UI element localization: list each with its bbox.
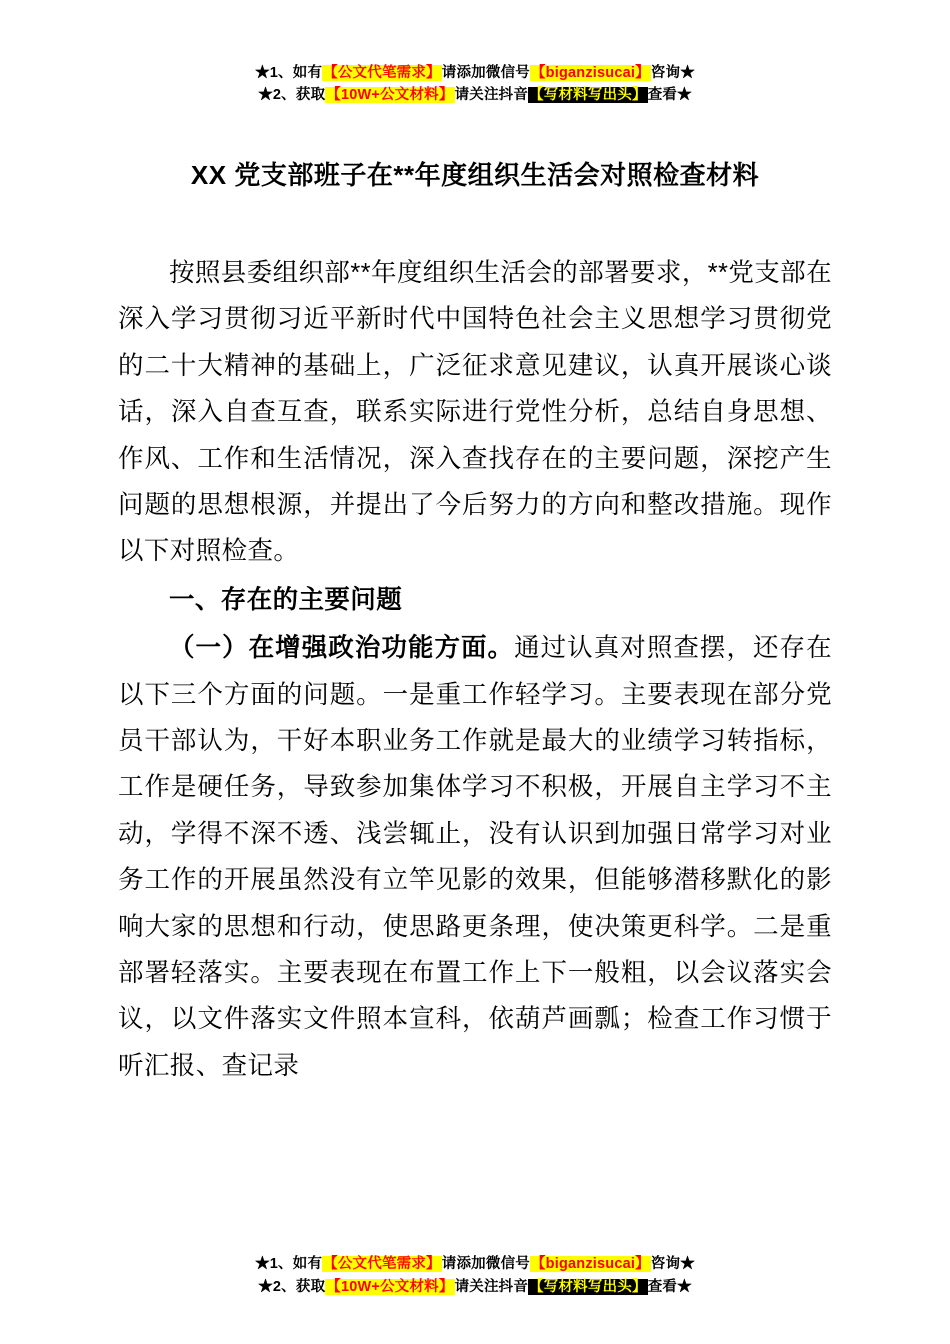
promo-text: 请关注抖音 (454, 87, 529, 104)
promo-banner-bottom (0, 1253, 950, 1298)
subsection-heading-label: （一）在增强政治功能方面。 (169, 634, 515, 663)
promo-highlight-dark: 【写材料写出头】 (529, 87, 647, 104)
promo-highlight: 【biganzisucai】 (530, 65, 650, 81)
promo-banner-top (118, 0, 832, 107)
promo-highlight: 【10W+公文材料】 (326, 87, 454, 104)
promo-text: 请添加微信号 (441, 65, 530, 81)
page-title: XX 党支部班子在**年度组织生活会对照检查材料 (190, 159, 760, 190)
promo-top-line-1 (118, 62, 832, 84)
promo-text: ★2、获取 (258, 1278, 326, 1295)
promo-highlight: 【biganzisucai】 (530, 1256, 650, 1273)
promo-top-line-2 (118, 84, 832, 106)
paragraph-subsection-1 (118, 625, 832, 1089)
promo-text: 查看★ (647, 87, 692, 104)
promo-text: 咨询★ (650, 65, 695, 81)
section-heading (118, 577, 832, 623)
subsection-body-text: 通过认真对照查摆，还存在以下三个方面的问题。一是重工作轻学习。主要表现在部分党员干部认为，干好本职业务工作就是最大的业绩学习转指标，工作是硬任务，导致参加集体学习不积极，开展自主学习不主动，学得不深不透、浅尝辄止，没有认识到加强日常学习对业务工作的开展虽然没有立竿见影的效果，但能够潜移默化的影响大家的思想和行动，使思路更条理，使决策更科学。二是重部署轻落实。主要表现在布置工作上下一般粗，以会议落实会议，以文件落实文件照本宣科，依葫芦画瓢；检查工作习惯于听汇报、查记录 (118, 634, 832, 1080)
promo-text: 请添加微信号 (441, 1256, 530, 1273)
promo-text: ★1、如有 (255, 1256, 323, 1273)
promo-text: 查看★ (647, 1278, 692, 1295)
paragraph-intro: 按照县委组织部**年度组织生活会的部署要求，**党支部在深入学习贯彻习近平新时代中国特色社会主义思想学习贯彻党的二十大精神的基础上，广泛征求意见建议，认真开展谈心谈话，深入自查互查，联系实际进行党性分析，总结自身思想、作风、工作和生活情况，深入查找存在的主要问题，深挖产生问题的思想根源，并提出了今后努力的方向和整改措施。现作以下对照检查。 (118, 258, 832, 566)
promo-highlight-dark: 【写材料写出头】 (529, 1278, 647, 1295)
promo-highlight: 【公文代笔需求】 (323, 65, 441, 81)
promo-bottom-line-1 (0, 1253, 950, 1275)
promo-highlight: 【10W+公文材料】 (326, 1278, 454, 1295)
promo-text: ★2、获取 (258, 87, 326, 104)
promo-text: ★1、如有 (255, 65, 323, 81)
section-heading-label: 一、存在的主要问题 (169, 585, 403, 614)
document-body (118, 250, 832, 1089)
promo-bottom-line-2 (0, 1276, 950, 1298)
promo-highlight: 【公文代笔需求】 (323, 1256, 441, 1273)
promo-text: 咨询★ (650, 1256, 695, 1273)
promo-text: 请关注抖音 (454, 1278, 529, 1295)
